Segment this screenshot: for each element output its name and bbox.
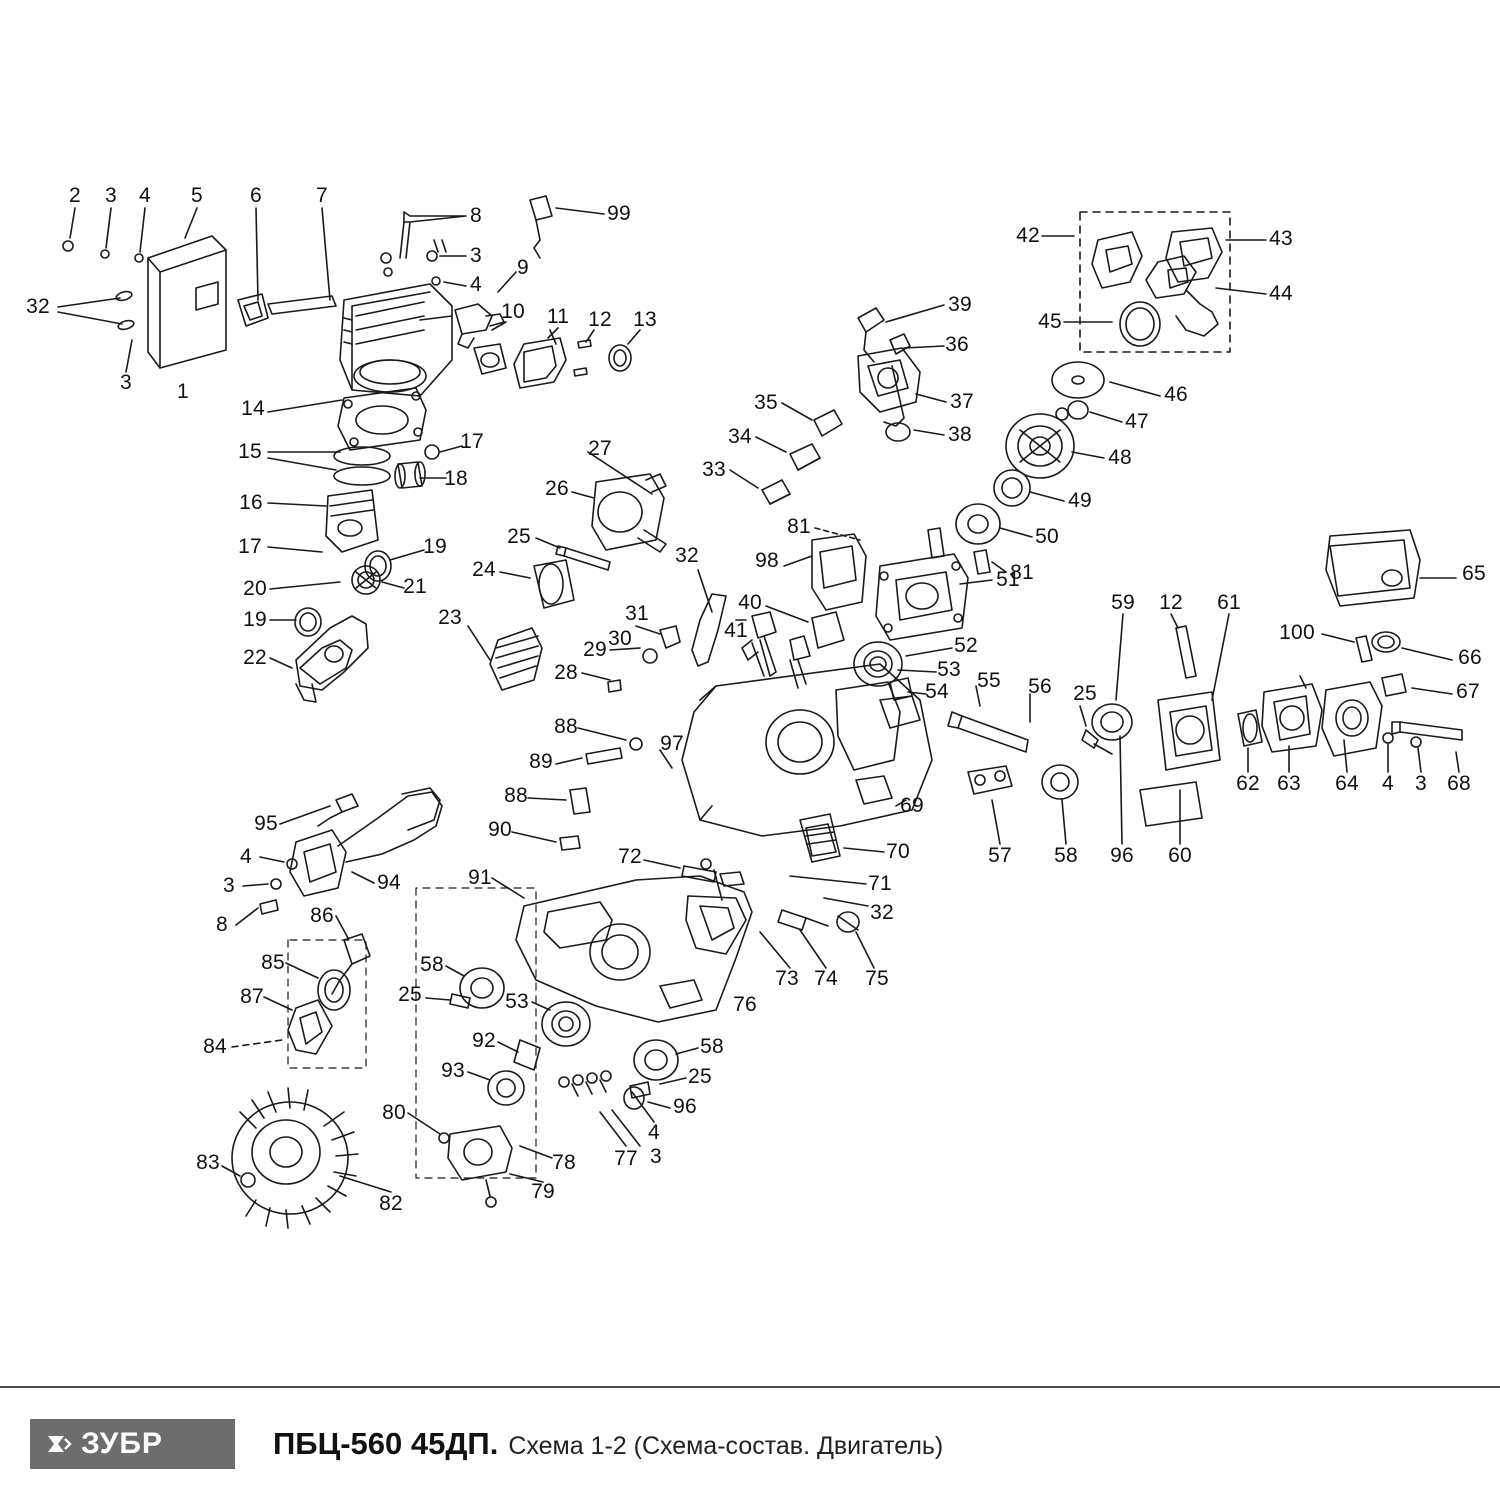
callout-number: 73 bbox=[775, 967, 799, 990]
callout-number: 9 bbox=[517, 256, 529, 279]
callout-number: 93 bbox=[441, 1059, 465, 1082]
callout-number: 81 bbox=[1010, 561, 1034, 584]
callout-number: 51 bbox=[996, 568, 1020, 591]
callout-number: 41 bbox=[724, 619, 748, 642]
callout-number: 4 bbox=[240, 845, 252, 868]
callout-number: 1 bbox=[177, 380, 189, 403]
callout-number: 88 bbox=[504, 784, 528, 807]
callout-number: 71 bbox=[868, 872, 892, 895]
callout-number: 74 bbox=[814, 967, 838, 990]
callout-number: 75 bbox=[865, 967, 889, 990]
callout-number: 39 bbox=[948, 293, 972, 316]
callout-number: 21 bbox=[403, 575, 427, 598]
callout-number: 59 bbox=[1111, 591, 1135, 614]
callout-number: 78 bbox=[552, 1151, 576, 1174]
callout-number: 31 bbox=[625, 602, 649, 625]
callout-number: 16 bbox=[239, 491, 263, 514]
callout-number: 30 bbox=[608, 627, 632, 650]
callout-number: 84 bbox=[203, 1035, 227, 1058]
callout-number: 54 bbox=[925, 680, 949, 703]
callout-number: 58 bbox=[700, 1035, 724, 1058]
callout-number: 35 bbox=[754, 391, 778, 414]
callout-number: 69 bbox=[900, 794, 924, 817]
callout-number: 4 bbox=[648, 1121, 660, 1144]
callout-number: 22 bbox=[243, 646, 267, 669]
callout-number: 67 bbox=[1456, 680, 1480, 703]
callout-number: 58 bbox=[1054, 844, 1078, 867]
callout-number: 36 bbox=[945, 333, 969, 356]
callout-number: 5 bbox=[191, 184, 203, 207]
model-label: ПБЦ-560 45ДП. bbox=[273, 1426, 499, 1461]
callout-number: 25 bbox=[688, 1065, 712, 1088]
callout-number: 96 bbox=[1110, 844, 1134, 867]
callout-number: 52 bbox=[954, 634, 978, 657]
callout-number: 28 bbox=[554, 661, 578, 684]
callout-number: 32 bbox=[675, 544, 699, 567]
callout-number: 40 bbox=[738, 591, 762, 614]
callout-number: 95 bbox=[254, 812, 278, 835]
callout-number: 17 bbox=[460, 430, 484, 453]
callout-number: 25 bbox=[398, 983, 422, 1006]
callout-number: 25 bbox=[1073, 682, 1097, 705]
callout-number: 97 bbox=[660, 732, 684, 755]
callout-number: 17 bbox=[238, 535, 262, 558]
callout-number: 3 bbox=[1415, 772, 1427, 795]
callout-number: 4 bbox=[139, 184, 151, 207]
callout-number: 2 bbox=[69, 184, 81, 207]
callout-number: 10 bbox=[501, 300, 525, 323]
callout-number: 55 bbox=[977, 669, 1001, 692]
callout-number: 6 bbox=[250, 184, 262, 207]
callout-number: 80 bbox=[382, 1101, 406, 1124]
callout-number: 12 bbox=[1159, 591, 1183, 614]
footer-title bbox=[273, 1426, 943, 1462]
callout-number: 91 bbox=[468, 866, 492, 889]
scheme-label: Схема 1-2 (Схема-состав. Двигатель) bbox=[508, 1432, 944, 1460]
callout-number: 11 bbox=[546, 305, 570, 328]
callout-number: 63 bbox=[1277, 772, 1301, 795]
callout-number: 53 bbox=[937, 658, 961, 681]
callout-number: 43 bbox=[1269, 227, 1293, 250]
callout-number: 56 bbox=[1028, 675, 1052, 698]
callout-number: 64 bbox=[1335, 772, 1359, 795]
brand-logo bbox=[30, 1419, 235, 1469]
callout-number: 60 bbox=[1168, 844, 1192, 867]
callout-number: 29 bbox=[583, 638, 607, 661]
callout-number: 34 bbox=[728, 425, 752, 448]
callout-number: 38 bbox=[948, 423, 972, 446]
callout-number: 57 bbox=[988, 844, 1012, 867]
callout-number: 79 bbox=[531, 1180, 555, 1203]
callout-number: 26 bbox=[545, 477, 569, 500]
callout-number: 47 bbox=[1125, 410, 1149, 433]
footer-bar bbox=[0, 1386, 1500, 1500]
callout-number: 53 bbox=[505, 990, 529, 1013]
callout-number: 58 bbox=[420, 953, 444, 976]
brand-logo-label: ЗУБР bbox=[81, 1427, 163, 1460]
callout-number: 50 bbox=[1035, 525, 1059, 548]
callout-number: 94 bbox=[377, 871, 401, 894]
callout-number: 83 bbox=[196, 1151, 220, 1174]
callout-number: 3 bbox=[470, 244, 482, 267]
callout-number: 82 bbox=[379, 1192, 403, 1215]
callout-number: 27 bbox=[588, 437, 612, 460]
callout-number: 12 bbox=[588, 308, 612, 331]
callout-number: 24 bbox=[472, 558, 496, 581]
callout-number: 45 bbox=[1038, 310, 1062, 333]
callout-number: 23 bbox=[438, 606, 462, 629]
callout-number: 20 bbox=[243, 577, 267, 600]
callout-number: 19 bbox=[243, 608, 267, 631]
callout-number: 42 bbox=[1016, 224, 1040, 247]
callout-number: 3 bbox=[650, 1145, 662, 1168]
callout-number: 68 bbox=[1447, 772, 1471, 795]
callout-number: 92 bbox=[472, 1029, 496, 1052]
callout-number: 76 bbox=[733, 993, 757, 1016]
callout-number: 25 bbox=[507, 525, 531, 548]
callout-number: 99 bbox=[607, 202, 631, 225]
callout-number: 90 bbox=[488, 818, 512, 841]
callout-number: 8 bbox=[470, 204, 482, 227]
callout-number: 98 bbox=[755, 549, 779, 572]
callout-number: 37 bbox=[950, 390, 974, 413]
callout-number: 13 bbox=[633, 308, 657, 331]
callout-number: 4 bbox=[1382, 772, 1394, 795]
callout-number: 32 bbox=[26, 295, 50, 318]
callout-number: 85 bbox=[261, 951, 285, 974]
callout-number: 7 bbox=[316, 184, 328, 207]
callout-number: 3 bbox=[105, 184, 117, 207]
callout-number: 4 bbox=[470, 273, 482, 296]
callout-number: 89 bbox=[529, 750, 553, 773]
callout-number: 66 bbox=[1458, 646, 1482, 669]
arrow-mark-icon bbox=[44, 1430, 72, 1458]
callout-number: 86 bbox=[310, 904, 334, 927]
callout-number: 48 bbox=[1108, 446, 1132, 469]
callout-number: 32 bbox=[870, 901, 894, 924]
callout-number: 14 bbox=[241, 397, 265, 420]
callout-number: 18 bbox=[444, 467, 468, 490]
callout-number: 8 bbox=[216, 913, 228, 936]
callout-number: 44 bbox=[1269, 282, 1293, 305]
callout-number: 49 bbox=[1068, 489, 1092, 512]
callout-number: 88 bbox=[554, 715, 578, 738]
callout-number: 33 bbox=[702, 458, 726, 481]
callout-number: 3 bbox=[120, 371, 132, 394]
callout-number: 61 bbox=[1217, 591, 1241, 614]
callout-number: 77 bbox=[614, 1147, 638, 1170]
callout-number: 96 bbox=[673, 1095, 697, 1118]
callout-number: 46 bbox=[1164, 383, 1188, 406]
callout-number: 100 bbox=[1279, 621, 1315, 644]
callout-number: 3 bbox=[223, 874, 235, 897]
callout-number: 87 bbox=[240, 985, 264, 1008]
callout-number: 70 bbox=[886, 840, 910, 863]
callout-number: 62 bbox=[1236, 772, 1260, 795]
callout-number: 72 bbox=[618, 845, 642, 868]
callout-number: 65 bbox=[1462, 562, 1486, 585]
callout-number: 81 bbox=[787, 515, 811, 538]
callout-number: 15 bbox=[238, 440, 262, 463]
callout-number: 19 bbox=[423, 535, 447, 558]
